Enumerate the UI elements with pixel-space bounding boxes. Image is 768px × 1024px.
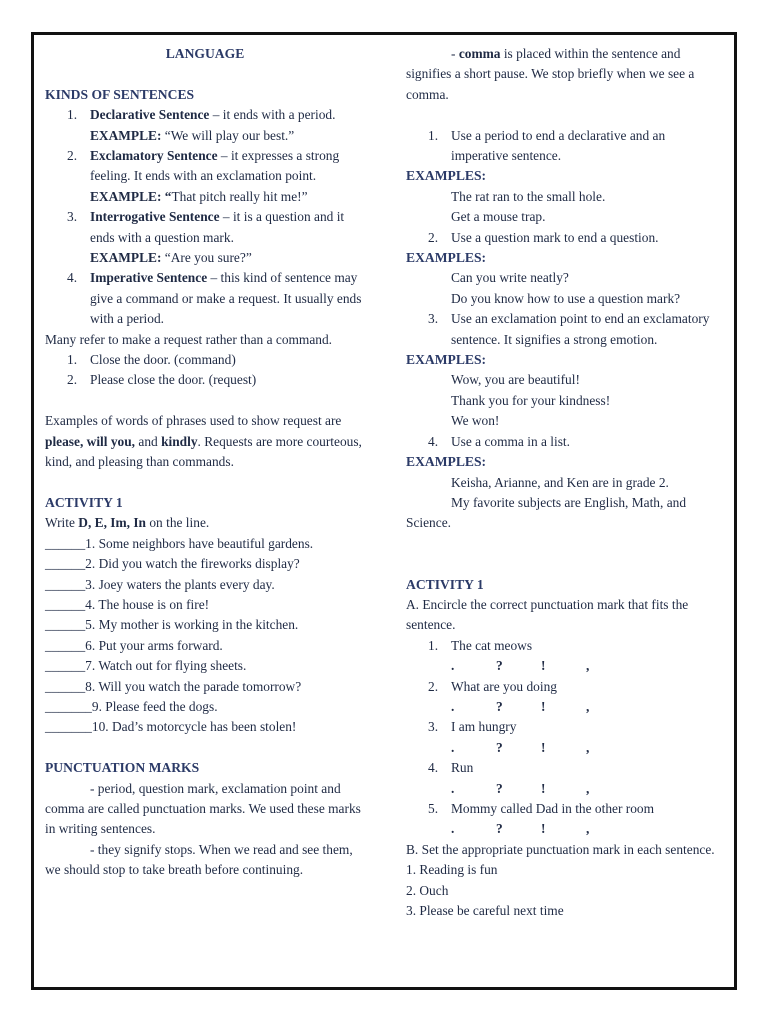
example-line: Thank you for your kindness! bbox=[451, 392, 611, 408]
part-b-item: 3. Please be careful next time bbox=[406, 903, 564, 919]
mark-choices bbox=[406, 697, 724, 717]
activity-item: ______8. Will you watch the parade tomorrow? bbox=[45, 678, 302, 694]
activity-heading: ACTIVITY 1 bbox=[406, 576, 484, 592]
mark-choices bbox=[406, 656, 724, 676]
kinds-list bbox=[45, 105, 365, 329]
activity-item: ______3. Joey waters the plants every day. bbox=[45, 576, 275, 592]
examples-label: EXAMPLES: bbox=[406, 168, 487, 184]
kind-item: 3. Interrogative Sentence – it is a question and it ends with a question mark. EXAMPLE: “Are you sure?” bbox=[67, 209, 345, 266]
part-a-item: 2. What are you doing bbox=[428, 678, 557, 694]
part-b-instructions: B. Set the appropriate punctuation mark in each sentence. bbox=[406, 841, 715, 857]
kind-item: 2. Exclamatory Sentence – it expresses a strong feeling. It ends with an exclamation point. EXAMPLE: “That pitch really hit me!” bbox=[67, 148, 340, 204]
activity-instructions: Write D, E, Im, In on the line. bbox=[45, 515, 210, 531]
example-line: Keisha, Arianne, and Ken are in grade 2. bbox=[451, 474, 669, 490]
activity-item: ______5. My mother is working in the kitchen. bbox=[45, 617, 299, 633]
right-column bbox=[406, 44, 724, 921]
part-a-item: 5. Mommy called Dad in the other room bbox=[428, 800, 655, 816]
choice-exclamation[interactable]: ! bbox=[541, 780, 546, 796]
mark-choices bbox=[406, 819, 724, 839]
example-line: Can you write neatly? bbox=[451, 270, 569, 286]
example-line: Do you know how to use a question mark? bbox=[451, 290, 681, 306]
choice-period[interactable]: . bbox=[451, 780, 455, 796]
choice-question[interactable]: ? bbox=[496, 658, 503, 674]
activity-item: ______1. Some neighbors have beautiful gardens. bbox=[45, 535, 314, 551]
activity-item: _______10. Dad’s motorcycle has been stolen! bbox=[45, 719, 297, 735]
punctuation-paragraph: - they signify stops. When we read and see them, we should stop to take breath before continuing. bbox=[45, 841, 353, 878]
part-a-item: 3. I am hungry bbox=[428, 719, 517, 735]
part-b-item: 1. Reading is fun bbox=[406, 862, 498, 878]
part-b-item: 2. Ouch bbox=[406, 882, 449, 898]
example-line: Get a mouse trap. bbox=[451, 209, 546, 225]
choice-period[interactable]: . bbox=[451, 739, 455, 755]
example-line: We won! bbox=[451, 413, 500, 429]
rule-item: 3. Use an exclamation point to end an exclamatory sentence. It signifies a strong emotion. bbox=[428, 311, 710, 347]
mark-choices bbox=[406, 779, 724, 799]
choice-comma[interactable]: , bbox=[586, 739, 590, 755]
activity-item: ______4. The house is on fire! bbox=[45, 596, 210, 612]
choice-comma[interactable]: , bbox=[586, 698, 590, 714]
examples-label: EXAMPLES: bbox=[406, 250, 487, 266]
mark-choices bbox=[406, 738, 724, 758]
rule-item: 1. Use a period to end a declarative and an imperative sentence. bbox=[428, 127, 666, 164]
choice-period[interactable]: . bbox=[451, 658, 455, 674]
left-column bbox=[45, 44, 365, 881]
choice-period[interactable]: . bbox=[451, 698, 455, 714]
choice-comma[interactable]: , bbox=[586, 780, 590, 796]
examples-label: EXAMPLES: bbox=[406, 454, 487, 470]
kinds-heading: KINDS OF SENTENCES bbox=[45, 86, 195, 102]
request-note: Many refer to make a request rather than a command. bbox=[45, 331, 333, 347]
choice-question[interactable]: ? bbox=[496, 780, 503, 796]
part-a-instructions: A. Encircle the correct punctuation mark that fits the sentence. bbox=[406, 596, 689, 633]
activity-item: _______9. Please feed the dogs. bbox=[45, 698, 218, 714]
kind-item: 4. Imperative Sentence – this kind of sentence may give a command or make a request. It usually ends with a period. bbox=[67, 270, 362, 327]
comma-paragraph: - comma is placed within the sentence and signifies a short pause. We stop briefly when we see a comma. bbox=[406, 46, 695, 102]
choice-exclamation[interactable]: ! bbox=[541, 821, 546, 837]
part-a-item: 4. Run bbox=[428, 760, 474, 776]
choice-exclamation[interactable]: ! bbox=[541, 658, 546, 674]
page-title: LANGUAGE bbox=[165, 46, 245, 61]
request-item: 1. Close the door. (command) bbox=[67, 352, 236, 368]
examples-label: EXAMPLES: bbox=[406, 352, 487, 368]
activity-heading: ACTIVITY 1 bbox=[45, 494, 123, 510]
choice-question[interactable]: ? bbox=[496, 821, 503, 837]
activity-item: ______6. Put your arms forward. bbox=[45, 637, 223, 653]
request-words-paragraph: Examples of words of phrases used to show request are please, will you, and kindly. Requests are more courteous, kind, and pleasing than commands. bbox=[45, 413, 362, 470]
activity-item: ______7. Watch out for flying sheets. bbox=[45, 658, 247, 674]
kind-item: 1. Declarative Sentence – it ends with a period. EXAMPLE: “We will play our best.” bbox=[67, 107, 336, 143]
choice-comma[interactable]: , bbox=[586, 658, 590, 674]
part-a-item: 1. The cat meows bbox=[428, 637, 533, 653]
punctuation-paragraph: - period, question mark, exclamation point and comma are called punctuation marks. We used these marks in writing sentences. bbox=[45, 780, 361, 837]
choice-comma[interactable]: , bbox=[586, 821, 590, 837]
choice-question[interactable]: ? bbox=[496, 698, 503, 714]
choice-period[interactable]: . bbox=[451, 821, 455, 837]
activity-item: ______2. Did you watch the fireworks display? bbox=[45, 556, 300, 572]
request-list bbox=[45, 350, 365, 391]
choice-question[interactable]: ? bbox=[496, 739, 503, 755]
request-item: 2. Please close the door. (request) bbox=[67, 372, 257, 388]
punctuation-heading: PUNCTUATION MARKS bbox=[45, 760, 200, 776]
rule-item: 4. Use a comma in a list. bbox=[428, 433, 570, 449]
choice-exclamation[interactable]: ! bbox=[541, 698, 546, 714]
example-line: Wow, you are beautiful! bbox=[451, 372, 580, 388]
rule-item: 2. Use a question mark to end a question. bbox=[428, 229, 659, 245]
example-line: My favorite subjects are English, Math, and Science. bbox=[406, 494, 687, 531]
example-line: The rat ran to the small hole. bbox=[451, 188, 606, 204]
choice-exclamation[interactable]: ! bbox=[541, 739, 546, 755]
